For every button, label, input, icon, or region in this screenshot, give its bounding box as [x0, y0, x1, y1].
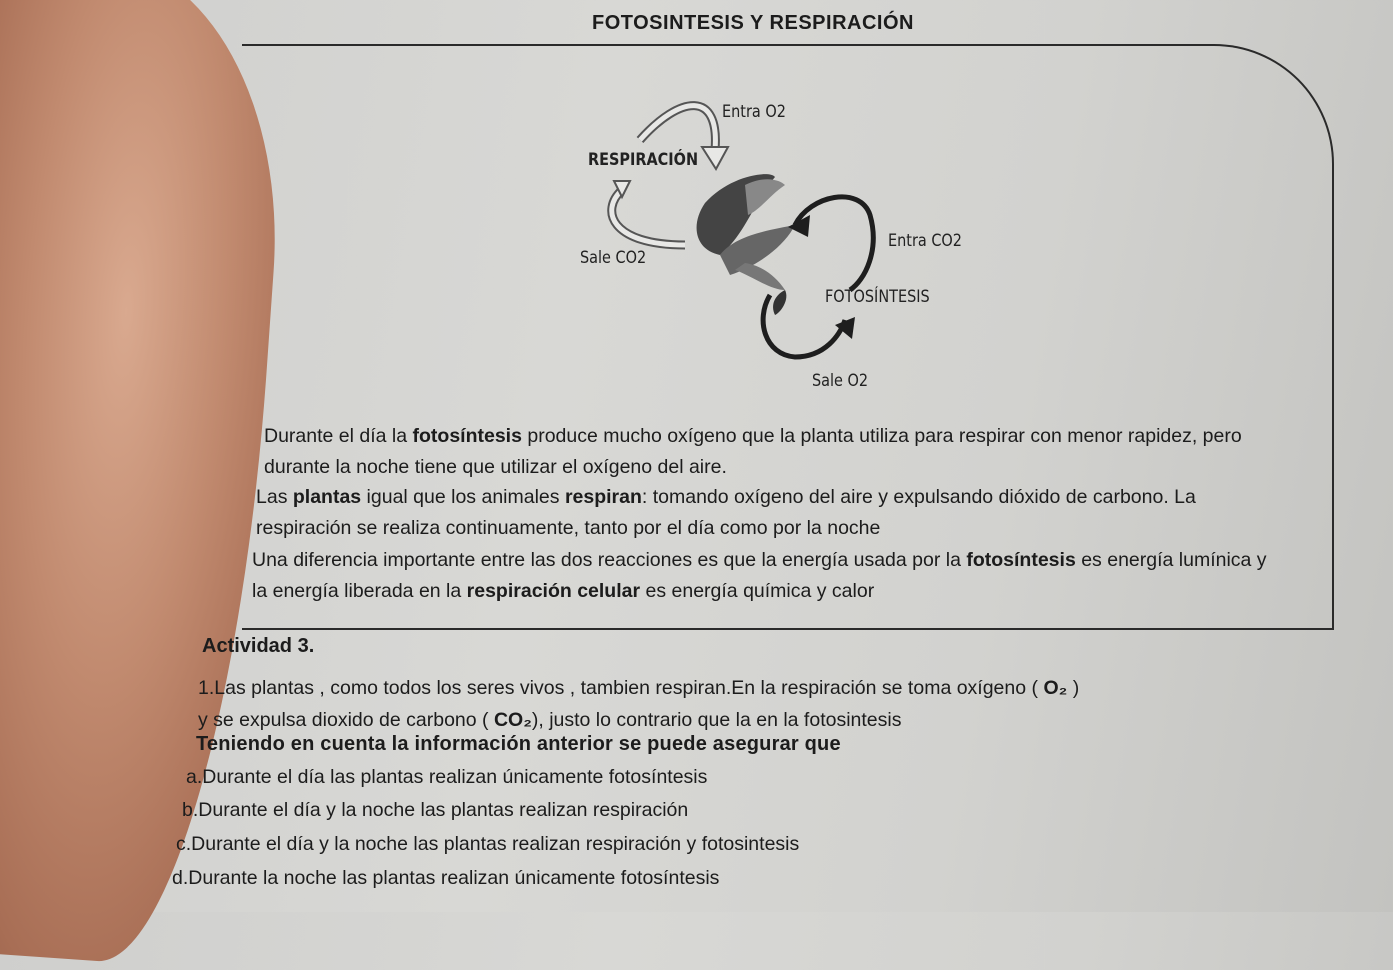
option-b: b.Durante el día y la noche las plantas realizan respiración [182, 799, 689, 821]
label-sale-o2: Sale O2 [812, 371, 869, 391]
label-respiracion: RESPIRACIÓN [588, 150, 699, 170]
photosynthesis-respiration-diagram [570, 85, 990, 405]
paragraph-1: Durante el día la fotosíntesis produce mucho oxígeno que la planta utiliza para respirar con menor rapidez, pero durante la noche tiene que utilizar el oxígeno del aire. [264, 425, 1242, 478]
option-a: a.Durante el día las plantas realizan únicamente fotosíntesis [186, 766, 708, 788]
label-sale-co2: Sale CO2 [580, 248, 647, 268]
option-d: d.Durante la noche las plantas realizan únicamente fotosíntesis [172, 867, 720, 889]
respiration-out-arrow [612, 190, 685, 245]
photosynthesis-in-arrow [795, 197, 873, 290]
activity-title: Actividad 3. [202, 635, 315, 657]
paragraph-2: Las plantas igual que los animales respiran: tomando oxígeno del aire y expulsando dióxido de carbono. La respiración se realiza continuamente, tanto por el día como por la noche [256, 486, 1196, 539]
question-lead: Teniendo en cuenta la información anterior se puede asegurar que [196, 733, 841, 755]
label-entra-co2: Entra CO2 [888, 231, 963, 251]
option-c: c.Durante el día y la noche las plantas realizan respiración y fotosintesis [176, 833, 800, 855]
label-fotosintesis: FOTOSÍNTESIS [825, 287, 930, 307]
page-title: FOTOSINTESIS Y RESPIRACIÓN [592, 12, 914, 34]
question-1: 1.Las plantas , como todos los seres vivos , tambien respiran.En la respiración se toma oxígeno ( O₂ ) y se expulsa dioxido de carbono ( CO₂), justo lo contrario que la en la fotosintesis [198, 677, 1080, 731]
paragraph-3: Una diferencia importante entre las dos reacciones es que la energía usada por la fotosíntesis es energía lumínica y la energía liberada en la respiración celular es energía química y calor [252, 549, 1267, 602]
label-entra-o2: Entra O2 [722, 102, 786, 122]
